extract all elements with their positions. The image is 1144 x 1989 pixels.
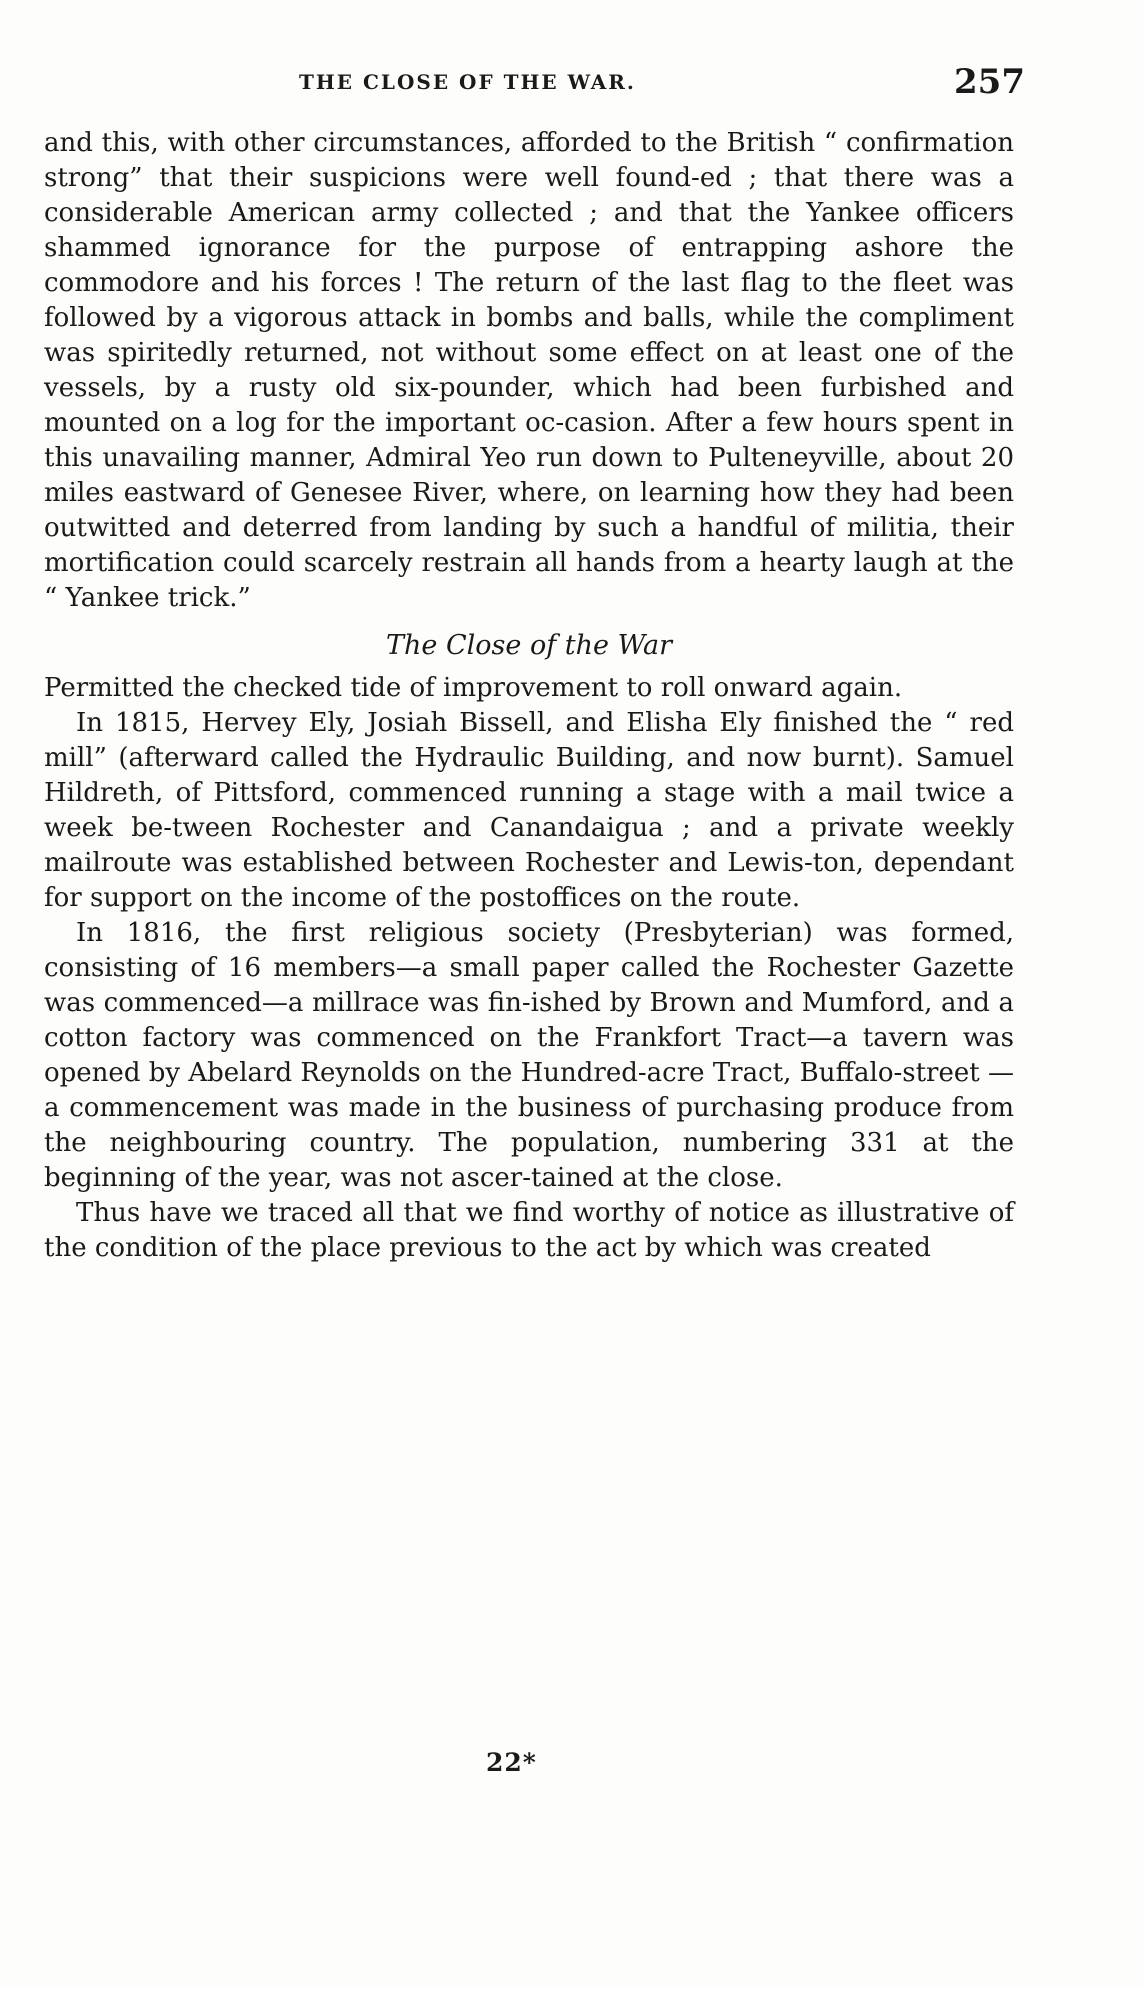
page-header	[44, 62, 1025, 102]
page-number: 257	[954, 62, 1025, 102]
running-title: THE CLOSE OF THE WAR.	[299, 70, 636, 94]
paragraph-intro: Permitted the checked tide of improvement to roll onward again.	[44, 673, 903, 703]
paragraph-1815: In 1815, Hervey Ely, Josiah Bissell, and Elisha Ely finished the “ red mill” (afterward called the Hydraulic Building, and now burnt). Samuel Hildreth, of Pittsford, commenced running a stage with a mail twice a week be-tween Rochester and Canandaigua ; and a private weekly mailroute was established between Rochester and Lewis-ton, dependant for support on the income of the postoffices on the route.	[44, 708, 1014, 913]
body-text	[44, 126, 1014, 1266]
section-heading: The Close of the War	[386, 630, 672, 661]
signature-mark: 22*	[486, 1748, 537, 1777]
paragraph-continued: and this, with other circumstances, afforded to the British “ confirmation strong” that their suspicions were well found-ed ; that there was a considerable American army collected ; and that the Yankee officers shammed ignorance for the purpose of entrapping ashore the commodore and his forces ! The return of the last flag to the fleet was followed by a vigorous attack in bombs and balls, while the compliment was spiritedly returned, not without some effect on at least one of the vessels, by a rusty old six-pounder, which had been furbished and mounted on a log for the important oc-casion. After a few hours spent in this unavailing manner, Admiral Yeo run down to Pulteneyville, about 20 miles eastward of Genesee River, where, on learning how they had been outwitted and deterred from landing by such a handful of militia, their mortification could scarcely restrain all hands from a hearty laugh at the “ Yankee trick.”	[44, 128, 1014, 613]
paragraph-1816: In 1816, the first religious society (Presbyterian) was formed, consisting of 16 members—a small paper called the Rochester Gazette was commenced—a millrace was fin-ished by Brown and Mumford, and a cotton factory was commenced on the Frankfort Tract—a tavern was opened by Abelard Reynolds on the Hundred-acre Tract, Buffalo-street —a commencement was made in the business of purchasing produce from the neighbouring country. The population, numbering 331 at the beginning of the year, was not ascer-tained at the close.	[44, 918, 1014, 1193]
paragraph-conclusion: Thus have we traced all that we find worthy of notice as illustrative of the condition of the place previous to the act by which was created	[44, 1198, 1014, 1263]
